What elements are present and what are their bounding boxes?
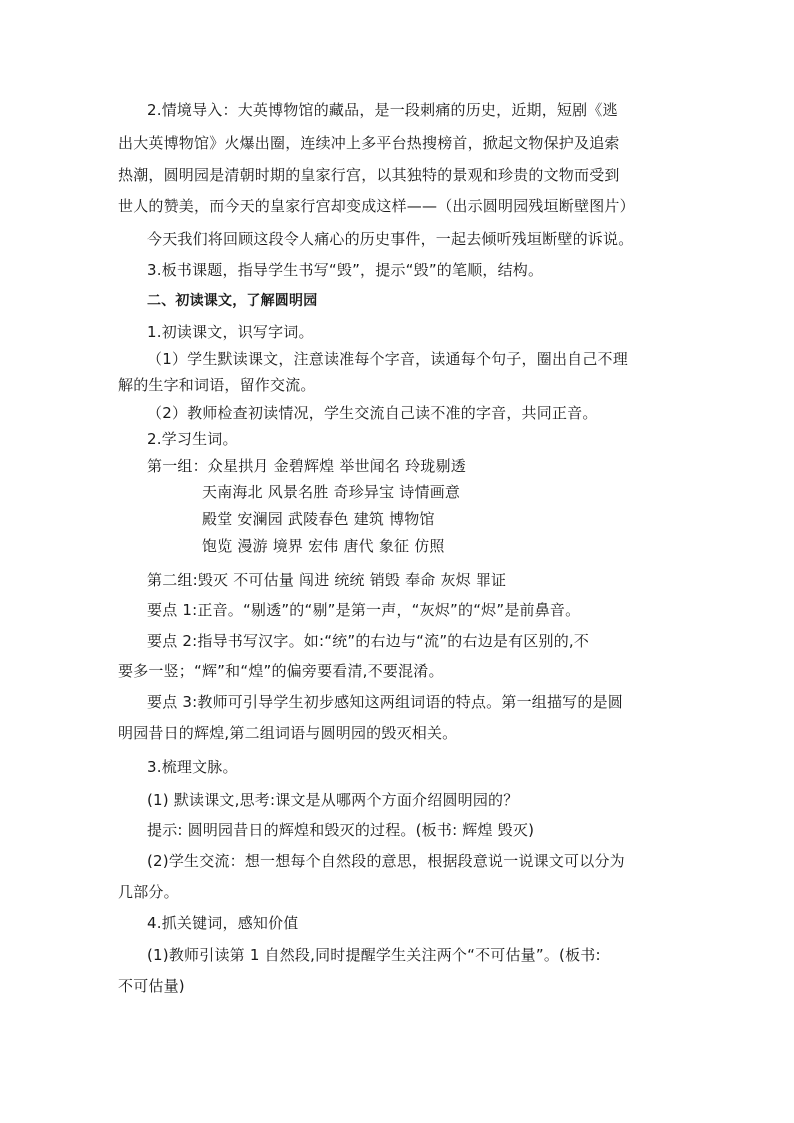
paragraph-line: 4.抓关键词，感知价值	[147, 914, 299, 932]
paragraph-line: 2.学习生词。	[147, 430, 238, 448]
paragraph-line: (1) 默读课文,思考:课文是从哪两个方面介绍圆明园的？	[147, 791, 519, 809]
paragraph-line: 1.初读课文，识写字词。	[147, 323, 314, 341]
paragraph-line: 3.板书课题，指导学生书写“毁”，提示“毁”的笔顺，结构。	[147, 261, 544, 279]
section-heading: 二、初读课文，了解圆明园	[147, 293, 318, 309]
paragraph-line: 提示: 圆明园昔日的辉煌和毁灭的过程。(板书: 辉煌 毁灭)	[147, 821, 535, 839]
paragraph-line: 要多一竖；“辉”和“煌”的偏旁要看清,不要混淆。	[118, 662, 444, 680]
paragraph-line: 解的生字和词语，留作交流。	[118, 376, 316, 394]
paragraph-line: (1)教师引读第 1 自然段,同时提醒学生关注两个“不可估量”。(板书:	[147, 946, 601, 964]
vocab-line: 第一组：众星拱月 金碧辉煌 举世闻名 玲珑剔透	[147, 457, 466, 475]
paragraph-line: 今天我们将回顾这段令人痛心的历史事件，一起去倾听残垣断壁的诉说。	[147, 230, 634, 248]
vocab-line: 天南海北 风景名胜 奇珍异宝 诗情画意	[202, 483, 461, 501]
paragraph-line: 世人的赞美，而今天的皇家行宫却变成这样——（出示圆明园残垣断壁图片）	[118, 197, 635, 215]
paragraph-line: 要点 1:正音。“剔透”的“剔”是第一声，“灰烬”的“烬”是前鼻音。	[147, 601, 581, 619]
paragraph-line: 3.梳理文脉。	[147, 758, 238, 776]
vocab-line: 殿堂 安澜园 武陵春色 建筑 博物馆	[202, 510, 435, 528]
paragraph-line: (2)学生交流：想一想每个自然段的意思，根据段意说一说课文可以分为	[147, 852, 625, 870]
paragraph-line: 几部分。	[118, 883, 179, 901]
paragraph-line: 不可估量)	[118, 977, 185, 995]
paragraph-line: 2.情境导入：大英博物馆的藏品，是一段刺痛的历史，近期，短剧《逃	[147, 101, 618, 119]
paragraph-line: 要点 3:教师可引导学生初步感知这两组词语的特点。第一组描写的是圆	[147, 693, 623, 711]
paragraph-line: 明园昔日的辉煌,第二组词语与圆明园的毁灭相关。	[118, 724, 458, 742]
vocab-line: 第二组:毁灭 不可估量 闯进 统统 销毁 奉命 灰烬 罪证	[147, 571, 507, 589]
paragraph-line: 出大英博物馆》火爆出圈，连续冲上多平台热搜榜首，掀起文物保护及追索	[118, 134, 620, 152]
paragraph-line: （1）学生默读课文，注意读准每个字音，读通每个句子，圈出自己不理	[147, 350, 628, 368]
paragraph-line: 要点 2:指导书写汉字。如:“统”的右边与“流”的右边是有区别的,不	[147, 632, 590, 650]
paragraph-line: （2）教师检查初读情况，学生交流自己读不准的字音，共同正音。	[147, 404, 598, 422]
vocab-line: 饱览 漫游 境界 宏伟 唐代 象征 仿照	[202, 537, 445, 555]
paragraph-line: 热潮，圆明园是清朝时期的皇家行宫，以其独特的景观和珍贵的文物而受到	[118, 166, 620, 184]
